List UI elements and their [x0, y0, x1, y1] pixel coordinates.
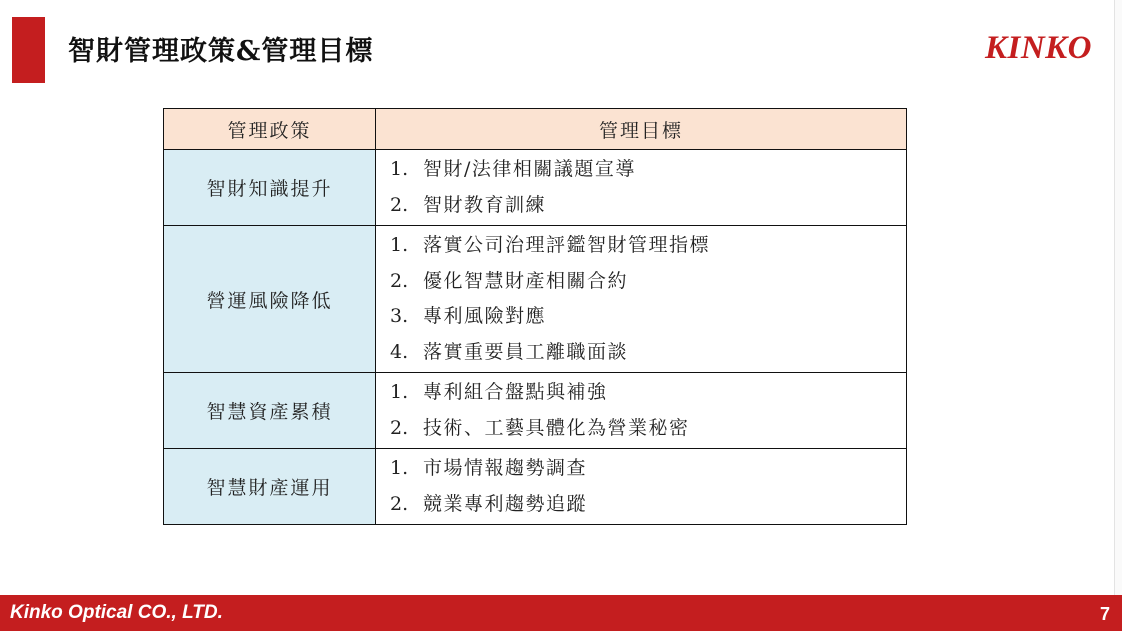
goal-item: 2. 優化智慧財產相關合約 — [390, 269, 629, 292]
goals-list — [390, 451, 906, 522]
goal-item: 2. 智財教育訓練 — [390, 193, 547, 216]
goal-item: 4. 落實重要員工離職面談 — [390, 340, 629, 363]
goal-item: 1. 智財/法律相關議題宣導 — [390, 158, 636, 180]
policy-cell: 智財知識提升 — [164, 150, 376, 226]
table-row — [164, 150, 907, 226]
goal-text: 落實重要員工離職面談 — [423, 340, 629, 363]
goals-list — [390, 375, 906, 446]
slide-edge-divider — [1114, 0, 1122, 595]
company-name: Kinko Optical CO., LTD. — [10, 602, 223, 623]
goal-text: 落實公司治理評鑑智財管理指標 — [423, 234, 711, 256]
goal-text: 競業專利趨勢追蹤 — [423, 492, 588, 515]
goal-item: 2. 技術、工藝具體化為營業秘密 — [390, 416, 690, 439]
goals-cell — [376, 226, 907, 373]
table-row — [164, 226, 907, 373]
header-goals: 管理目標 — [376, 109, 907, 150]
goal-text: 優化智慧財產相關合約 — [423, 269, 629, 292]
table-row — [164, 373, 907, 449]
table-row — [164, 449, 907, 525]
policy-cell: 營運風險降低 — [164, 226, 376, 373]
goals-cell — [376, 150, 907, 226]
goal-item: 1. 專利組合盤點與補強 — [390, 381, 608, 403]
goal-item: 2. 競業專利趨勢追蹤 — [390, 492, 588, 515]
goal-item: 1. 市場情報趨勢調查 — [390, 457, 588, 479]
goals-cell — [376, 373, 907, 449]
policy-table — [163, 108, 907, 525]
goals-list — [390, 228, 906, 370]
page-number: 7 — [1099, 604, 1110, 624]
goal-text: 智財教育訓練 — [423, 193, 547, 216]
kinko-logo: KINKO — [984, 30, 1092, 66]
page-title: 智財管理政策&管理目標 — [68, 36, 374, 67]
goal-item: 1. 落實公司治理評鑑智財管理指標 — [390, 234, 711, 256]
goal-text: 專利風險對應 — [423, 305, 547, 327]
policy-cell: 智慧財產運用 — [164, 449, 376, 525]
goal-text: 技術、工藝具體化為營業秘密 — [423, 416, 690, 439]
footer-bar — [0, 595, 1122, 631]
goals-cell — [376, 449, 907, 525]
goal-text: 專利組合盤點與補強 — [423, 381, 608, 403]
goal-text: 智財/法律相關議題宣導 — [423, 158, 636, 180]
header-policy: 管理政策 — [164, 109, 376, 150]
goal-text: 市場情報趨勢調查 — [423, 457, 588, 479]
goals-list — [390, 152, 906, 223]
table-header-row — [164, 109, 907, 150]
goal-item: 3. 專利風險對應 — [390, 305, 547, 327]
policy-cell: 智慧資產累積 — [164, 373, 376, 449]
title-accent-bar — [12, 17, 45, 83]
